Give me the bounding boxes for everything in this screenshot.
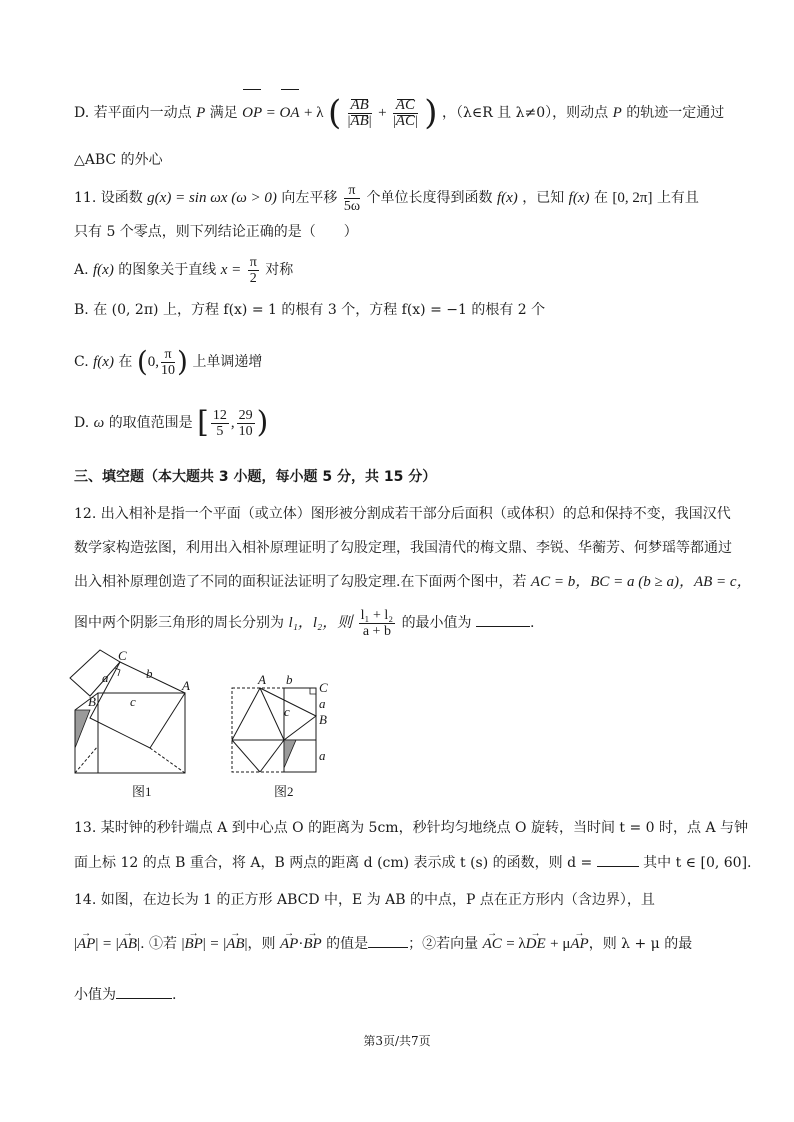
q14-val: 的值是	[326, 936, 369, 952]
q11-stem1: 设函数	[100, 190, 143, 206]
q14-vec-ap2: → AP	[570, 928, 588, 960]
fig1-label-b: b	[146, 666, 153, 681]
fig2-label-B: B	[319, 712, 327, 727]
q11-c-num: π	[161, 347, 175, 363]
q11-stem7: 只有 5 个零点，则下列结论正确的是（ ）	[74, 224, 358, 240]
q11-d-num1: 12	[212, 407, 227, 423]
fig2-tilted-square	[232, 688, 316, 740]
fig2-label-C: C	[319, 680, 328, 695]
vec-ac-num: AC	[395, 96, 415, 113]
q12-line4a: 图中两个阴影三角形的周长分别为	[74, 615, 284, 631]
q12-line4b: l₁，l₂，则	[288, 615, 353, 631]
q12-line2: 数学家构造弦图，利用出入相补原理证明了勾股定理，我国清代的梅文鼎、李锐、华蘅芳、何梦瑶等都通过	[74, 540, 732, 556]
plus: +	[378, 105, 387, 121]
q12-frac-den: a + b	[362, 623, 391, 639]
q13-number: 13.	[74, 820, 97, 836]
fig1-label-a: a	[102, 670, 109, 685]
q14-answer-blank-2[interactable]	[116, 984, 172, 999]
q14-line1	[74, 890, 734, 910]
q10d-text3: 的轨迹一定通过	[626, 105, 725, 121]
q14-vec-bp: → BP	[184, 928, 202, 960]
q11-a-den: 2	[249, 270, 257, 286]
q11-stem	[74, 180, 699, 216]
vec-ab-den: AB	[350, 112, 369, 129]
q10-option-d	[74, 88, 724, 138]
q14-part1: . ①若	[140, 936, 177, 952]
q14-vec-ab2: → AB	[226, 928, 244, 960]
q11-fx: f(x)	[496, 190, 518, 206]
q11-c-frac	[161, 347, 175, 378]
q11-c-label: C.	[74, 354, 89, 370]
q11-a-num: π	[249, 254, 257, 270]
q13-line2a: 面上标 12 的点 B 重合，将 A，B 两点的距离 d (cm) 表示成 t (s) 的函数，则 d =	[74, 855, 593, 871]
fig2-label-a2: a	[319, 748, 326, 763]
q14-number: 14.	[74, 892, 97, 908]
q10d-text1: 若平面内一动点	[93, 105, 192, 121]
q11-d-frac1	[211, 408, 229, 439]
q11-c-den: 10	[161, 362, 176, 378]
q11-d-text: 的取值范围是	[108, 415, 193, 431]
q14-dot: ·	[298, 936, 304, 952]
q11-d-omega: ω	[93, 415, 105, 431]
q11-c-fx: f(x)	[93, 354, 114, 370]
q11-shift-den: 5ω	[343, 198, 361, 214]
q10d-cond: ，（λ∈R 且 λ≠0），则动点	[441, 105, 609, 121]
fig1-square-a	[70, 650, 120, 696]
page-footer: 第3页/共7页	[363, 1034, 431, 1048]
q11-shift-frac	[344, 183, 360, 214]
q13-line2	[74, 852, 751, 873]
q11-d-den1: 5	[216, 423, 224, 439]
q12-line3	[74, 572, 752, 592]
figure-1	[60, 648, 200, 808]
q14-plus-mu: + μ	[550, 936, 571, 952]
fig2-label-b: b	[286, 672, 293, 687]
q11-d-num2: 29	[238, 407, 253, 423]
fig1-square-c	[98, 693, 185, 773]
vec-ab-num: AB	[350, 96, 369, 113]
vec-op: OP	[242, 88, 262, 138]
fig2-lower-edge	[232, 740, 260, 772]
q12-line4d: .	[530, 615, 535, 631]
fig2-right-angle	[310, 688, 316, 694]
equals: =	[266, 105, 276, 121]
fig2-label-A: A	[258, 672, 266, 687]
q13-answer-blank[interactable]	[597, 852, 639, 867]
fig2-label-a1: a	[319, 696, 326, 711]
vec-ac-den: AC	[395, 112, 415, 129]
q11-interval: [0, 2π]	[612, 190, 653, 206]
q13-line2b: 其中 t ∈ [0, 60].	[643, 855, 752, 871]
q11-a-fx: f(x)	[93, 262, 114, 278]
plus-lambda: + λ	[304, 105, 324, 121]
fig2-caption: 图2	[274, 784, 294, 799]
q12-number: 12.	[74, 506, 97, 522]
fig1-dashed-1	[75, 746, 98, 773]
q11-g-def: g(x) = sin ωx (ω > 0)	[147, 190, 277, 206]
q11-shift-num: π	[344, 183, 360, 199]
q11-b-text: 在 (0, 2π) 上，方程 f(x) = 1 的根有 3 个，方程 f(x) = −1 的根有 2 个	[93, 302, 546, 318]
q12-frac	[359, 608, 395, 639]
q10d-point-p2: P	[612, 105, 622, 121]
figure-2	[222, 672, 342, 808]
q10d-line2: △ABC 的外心	[74, 152, 163, 168]
q13-line1	[74, 818, 749, 838]
q12-answer-blank[interactable]	[476, 612, 530, 627]
right-paren: )	[424, 93, 438, 133]
q11-a-text1: 的图象关于直线	[118, 262, 217, 278]
fig2-right-column	[284, 688, 316, 772]
q12-line4	[74, 603, 534, 643]
fig1-label-A: A	[182, 678, 190, 693]
q14-dot-bp: → BP	[303, 928, 321, 960]
q11-fx2: f(x)	[568, 190, 590, 206]
q11-b-label: B.	[74, 302, 89, 318]
q14-vec-de: → DE	[526, 928, 546, 960]
fig1-label-C: C	[118, 648, 127, 663]
fig1-dashed-2	[150, 748, 185, 773]
q11-stem6: 上有且	[656, 190, 699, 206]
fig2-lower-edge-2	[260, 740, 284, 772]
q14-vec-ac: → AC	[483, 928, 502, 960]
q14-tail: ，则 λ + μ 的最	[588, 936, 693, 952]
section-3-title: 三、填空题（本大题共 3 小题，每小题 5 分，共 15 分）	[74, 469, 437, 485]
q11-c-text1: 在	[118, 354, 133, 370]
q11-c-rparen: )	[177, 345, 188, 378]
q11-option-a	[74, 254, 293, 286]
q11-option-c	[74, 342, 262, 382]
q11-stem2: 向左平移	[281, 190, 338, 206]
q11-d-den2: 10	[238, 423, 253, 439]
fig2-dashed-square	[232, 688, 316, 772]
fig1-label-c: c	[130, 694, 136, 709]
q11-stem5: 在	[593, 190, 608, 206]
q13-line1-text: 某时钟的秒针端点 A 到中心点 O 的距离为 5cm，秒针均匀地绕点 O 旋转，当时间 t = 0 时，点 A 与钟	[100, 820, 749, 836]
q14-line3b: .	[172, 987, 177, 1003]
q12-line3a: 出入相补原理创造了不同的面积证法证明了勾股定理.在下面两个图中，若	[74, 574, 527, 590]
q10d-point-p: P	[196, 105, 206, 121]
q12-line1	[74, 504, 734, 524]
q14-answer-blank-1[interactable]	[368, 933, 408, 948]
q11-number: 11.	[74, 190, 97, 206]
vec-oa: OA	[280, 88, 300, 138]
fig1-caption: 图1	[132, 784, 152, 799]
q14-dot-ap: → AP	[280, 928, 298, 960]
q14-line3a: 小值为	[74, 987, 116, 1003]
left-paren: (	[327, 93, 342, 133]
q14-eq: =	[102, 936, 112, 952]
q11-option-b	[74, 300, 545, 320]
q11-c-lparen: (	[136, 345, 148, 378]
q11-a-text2: 对称	[265, 262, 294, 278]
q14-line3	[74, 984, 176, 1005]
fig1-label-B: B	[88, 694, 96, 709]
q10d-label: D.	[74, 105, 90, 121]
q14-line1-text: 如图，在边长为 1 的正方形 ABCD 中，E 为 AB 的中点，P 点在正方形内（含边界），且	[100, 892, 655, 908]
fig1-shaded-triangle	[75, 710, 90, 748]
q14-vec-ap: → AP	[77, 928, 95, 960]
q11-a-x: x =	[220, 262, 242, 278]
unit-vec-ab: $\frac{AB}{|AB|}$	[347, 96, 372, 129]
q11-c-open: 0,	[147, 354, 160, 370]
q12-frac-num: l₁ + l₂	[360, 607, 394, 623]
q14-line2: |→ AP| = |→ AB|. ①若 |→ BP| = |→ AB|，则 → AP·→ BP 的值是 ；②若向量 → AC = λ→ DE + μ→ AP，则 λ + μ 的最	[74, 928, 692, 960]
q11-stem4: ，已知	[522, 190, 565, 206]
q11-d-label: D.	[74, 415, 90, 431]
q11-d-lbracket: [	[197, 405, 209, 440]
q12-line1-text: 出入相补是指一个平面（或立体）图形被分割成若干部分后面积（或体积）的总和保持不变，我国汉代	[100, 506, 731, 522]
q10d-text2: 满足	[209, 105, 238, 121]
fig2-shaded-triangle	[284, 740, 296, 768]
fig2-label-c: c	[284, 704, 290, 719]
q11-d-frac2	[237, 408, 255, 439]
q12-line4c: 的最小值为	[401, 615, 472, 631]
q11-option-d: D. ω 的取值范围是 [ $\frac{12}{5}$ , $\frac{29}{10}$ )	[74, 405, 269, 440]
q11-a-frac	[248, 255, 259, 286]
q11-c-text2: 上单调递增	[192, 354, 263, 370]
q11-a-label: A.	[74, 262, 89, 278]
q14-vec-ab: → AB	[119, 928, 137, 960]
q14-then: ，则	[247, 936, 276, 952]
q11-d-rparen: )	[256, 405, 269, 440]
unit-vec-ac: $\frac{AC}{|AC|}$	[392, 96, 418, 129]
q14-eq2: =	[210, 936, 219, 952]
q14-eq-lambda: = λ	[506, 936, 526, 952]
q11-stem3: 个单位长度得到函数	[366, 190, 493, 206]
q14-part2: ；②若向量	[408, 936, 479, 952]
q12-line3b: AC = b，BC = a (b ≥ a)，AB = c，	[530, 574, 752, 590]
fig2-diagonal	[260, 688, 284, 740]
